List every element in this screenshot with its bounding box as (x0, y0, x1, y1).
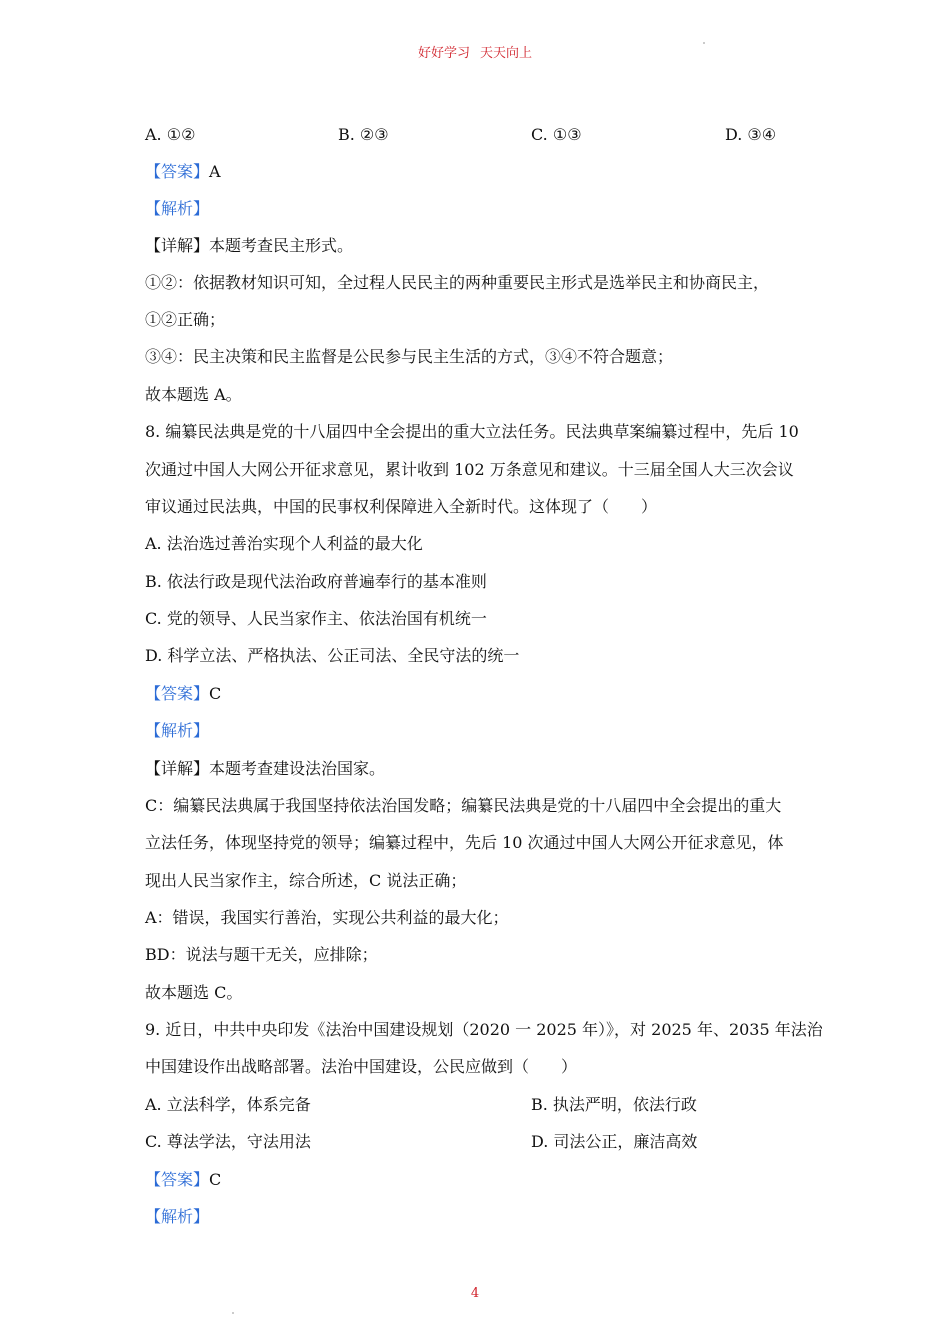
q8-line-6: 故本题选 C。 (145, 983, 243, 1002)
q8-answer (145, 683, 221, 705)
q8-line-3: 现出人民当家作主，综合所述，C 说法正确； (145, 871, 467, 890)
q7-analysis-tag: 【解析】 (145, 199, 210, 218)
answer-tag: 【答案】 (145, 684, 210, 703)
q7-line-4: 故本题选 A。 (145, 385, 242, 404)
page-header (0, 42, 950, 61)
q7-option-a: A. ①② (145, 125, 196, 144)
q9-option-c: C. 尊法学法，守法用法 (145, 1132, 311, 1151)
q8-line-4: A：错误，我国实行善治，实现公共利益的最大化； (145, 908, 509, 927)
q8-stem-3: 审议通过民法典，中国的民事权利保障进入全新时代。这体现了（ ） (145, 497, 658, 516)
q8-analysis-tag: 【解析】 (145, 721, 210, 740)
q7-line-2: ①②正确； (145, 310, 226, 329)
q9-option-b: B. 执法严明，依法行政 (531, 1095, 697, 1114)
answer-value: C (209, 1170, 222, 1189)
q9-stem-1: 9. 近日，中共中央印发《法治中国建设规划（2020 一 2025 年）》，对 2025 年、2035 年法治 (145, 1020, 823, 1039)
detail-tag: 【详解】 (145, 236, 210, 255)
q9-option-a: A. 立法科学，体系完备 (145, 1095, 311, 1114)
answer-tag: 【答案】 (145, 162, 210, 181)
q7-line-1: ①②：依据教材知识可知，全过程人民民主的两种重要民主形式是选举民主和协商民主， (145, 273, 770, 292)
q7-answer (145, 161, 221, 183)
q8-stem-2: 次通过中国人大网公开征求意见，累计收到 102 万条意见和建议。十三届全国人大三次会议 (145, 460, 794, 479)
q7-line-3: ③④：民主决策和民主监督是公民参与民主生活的方式，③④不符合题意； (145, 347, 674, 366)
decorative-dot (232, 1312, 234, 1314)
page-number: 4 (470, 1286, 480, 1301)
q9-analysis-tag: 【解析】 (145, 1207, 210, 1226)
decorative-dot (703, 42, 705, 44)
answer-value: C (209, 684, 222, 703)
q7-option-b: B. ②③ (338, 125, 389, 144)
detail-tag: 【详解】 (145, 759, 210, 778)
header-motto-2: 天天向上 (480, 46, 533, 61)
q9-stem-2: 中国建设作出战略部署。法治中国建设，公民应做到（ ） (145, 1057, 578, 1076)
q7-option-d: D. ③④ (725, 125, 777, 144)
q8-line-2: 立法任务，体现坚持党的领导；编纂过程中，先后 10 次通过中国人大网公开征求意见，体 (145, 833, 784, 852)
detail-text: 本题考查建设法治国家。 (209, 759, 386, 778)
q8-option-c: C. 党的领导、人民当家作主、依法治国有机统一 (145, 609, 487, 628)
detail-text: 本题考查民主形式。 (209, 236, 354, 255)
answer-value: A (209, 162, 221, 181)
q9-answer (145, 1169, 221, 1191)
q8-detail (145, 758, 385, 780)
q7-option-c: C. ①③ (531, 125, 582, 144)
q8-option-b: B. 依法行政是现代法治政府普遍奉行的基本准则 (145, 572, 487, 591)
answer-tag: 【答案】 (145, 1170, 210, 1189)
header-motto-1: 好好学习 (417, 46, 470, 61)
q8-option-a: A. 法治选过善治实现个人利益的最大化 (145, 534, 423, 553)
q9-option-d: D. 司法公正，廉洁高效 (531, 1132, 698, 1151)
q8-stem-1: 8. 编纂民法典是党的十八届四中全会提出的重大立法任务。民法典草案编纂过程中，先后 10 (145, 422, 799, 441)
q8-line-1: C：编纂民法典属于我国坚持依法治国发略；编纂民法典是党的十八届四中全会提出的重大 (145, 796, 782, 815)
q7-detail (145, 235, 353, 257)
q8-option-d: D. 科学立法、严格执法、公正司法、全民守法的统一 (145, 646, 520, 665)
q8-line-5: BD：说法与题干无关，应排除； (145, 945, 378, 964)
